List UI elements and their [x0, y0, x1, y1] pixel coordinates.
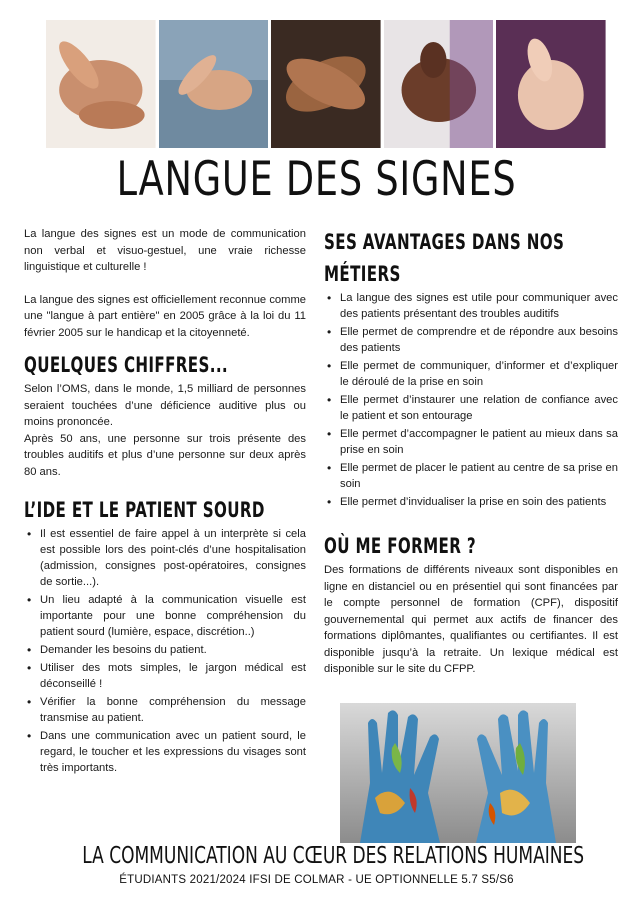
list-item: • Elle permet de communiquer, d’informer et d’expliquer le déroulé de la prise en soin [324, 358, 618, 390]
right-column [324, 226, 618, 678]
list-item: • Elle permet d’accompagner le patient au mieux dans sa prise en soin [324, 426, 618, 458]
former-title: OÙ ME FORMER ? [324, 534, 476, 558]
list-item: • Vérifier la bonne compréhension du message transmise au patient. [24, 694, 306, 726]
world-map-hands-photo [340, 703, 576, 843]
avantages-title-line-2: MÉTIERS [324, 262, 401, 286]
list-item: • Un lieu adapté à la communication visuelle est importante pour une bonne compréhension du patient sourd (lumière, espace, discrétion..) [24, 592, 306, 640]
chiffres-title: QUELQUES CHIFFRES... [24, 353, 229, 377]
list-item: • Elle permet de comprendre et de répondre aux besoins des patients [324, 324, 618, 356]
list-item: • Elle permet de placer le patient au centre de sa prise en soin [324, 460, 618, 492]
avantages-title-line-1: SES AVANTAGES DANS NOS [324, 230, 565, 254]
footer-credits: ÉTUDIANTS 2021/2024 IFSI DE COLMAR - UE OPTIONNELLE 5.7 S5/S6 [119, 874, 514, 886]
intro-paragraph-2: La langue des signes est officiellement reconnue comme une "langue à part entière" en 2005 grâce à la loi du 11 février 2005 sur le handicap et la citoyenneté. [24, 293, 306, 339]
footer-slogan: LA COMMUNICATION AU CŒUR DES RELATIONS HUMAINES [82, 843, 585, 869]
signing-hands-photo [271, 20, 381, 148]
signing-hands-photo [46, 20, 156, 148]
list-item: • La langue des signes est utile pour communiquer avec des patients présentant des troubles auditifs [324, 290, 618, 322]
list-item: • Dans une communication avec un patient sourd, le regard, le toucher et les expressions du visages sont très importants. [24, 728, 306, 776]
list-item: • Demander les besoins du patient. [24, 642, 306, 658]
list-item: • Utiliser des mots simples, le jargon médical est déconseillé ! [24, 660, 306, 692]
list-item: • Il est essentiel de faire appel à un interprète si cela est possible lors des point-clés d’une hospitalisation (admission, consignes post-opératoires, consignes de sortie...). [24, 526, 306, 590]
chiffres-paragraph-1: Selon l’OMS, dans le monde, 1,5 milliard de personnes seraient touchées d’une déficience auditive plus ou moins prononcée. [24, 383, 306, 428]
list-item: • Elle permet d’invidualiser la prise en soin des patients [324, 494, 618, 510]
signing-hands-photo [496, 20, 606, 148]
intro-paragraph-1: La langue des signes est un mode de communication non verbal et visuo-gestuel, une vraie richesse linguistique et culturelle ! [24, 228, 306, 273]
avantages-list [324, 290, 618, 510]
former-paragraph: Des formations de différents niveaux sont disponibles en ligne en distanciel ou en présentiel qui sont financées par le compte personnel de formation (CPF), dispositif gouvernemental qui permet aux actifs de financer des formations diplômantes, qualifiantes ou certifiantes. Il est disponible jusqu’à la retraite. Un lexique médical est disponible sur le site du CFPP. [324, 564, 618, 675]
ide-title: L’IDE ET LE PATIENT SOURD [24, 498, 265, 522]
chiffres-paragraph-2: Après 50 ans, une personne sur trois présente des troubles auditifs et plus d’une personne sur deux après 80 ans. [24, 432, 306, 478]
list-item: • Elle permet d’instaurer une relation de confiance avec le patient et son entourage [324, 392, 618, 424]
page-title: LANGUE DES SIGNES [116, 152, 517, 207]
ide-list [24, 526, 306, 776]
header-photo-strip [46, 20, 606, 148]
signing-hands-photo [384, 20, 494, 148]
left-column [24, 226, 306, 778]
signing-hands-photo [159, 20, 269, 148]
